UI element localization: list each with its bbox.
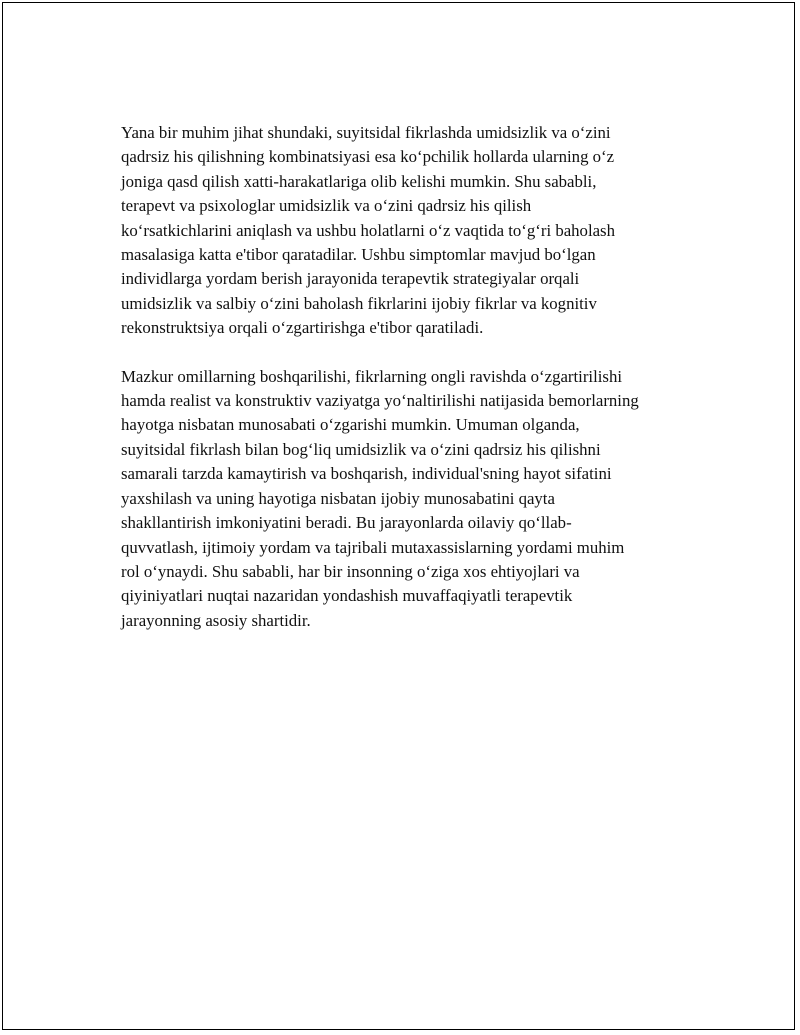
paragraph-line: yaxshilash va uning hayotiga nisbatan ijobiy munosabatini qayta bbox=[121, 488, 555, 508]
document-body bbox=[121, 121, 691, 633]
paragraph-line: joniga qasd qilish xatti-harakatlariga olib kelishi mumkin. Shu sababli, bbox=[121, 171, 597, 191]
paragraph-line: terapevt va psixologlar umidsizlik va o‘zini qadrsiz his qilish bbox=[121, 196, 532, 216]
paragraph-line: rekonstruktsiya orqali o‘zgartirishga e'tibor qaratiladi. bbox=[121, 318, 484, 338]
paragraph-2 bbox=[121, 365, 691, 633]
paragraph-line: hamda realist va konstruktiv vaziyatga yo‘naltirilishi natijasida bemorlarning bbox=[121, 391, 639, 411]
paragraph-line: rol o‘ynaydi. Shu sababli, har bir insonning o‘ziga xos ehtiyojlari va bbox=[121, 561, 580, 581]
paragraph-1 bbox=[121, 121, 691, 341]
paragraph-line: Mazkur omillarning boshqarilishi, fikrlarning ongli ravishda o‘zgartirilishi bbox=[121, 366, 623, 386]
document-page bbox=[2, 2, 795, 1030]
paragraph-spacer bbox=[121, 341, 691, 365]
paragraph-line: jarayonning asosiy shartidir. bbox=[121, 610, 311, 630]
paragraph-line: quvvatlash, ijtimoiy yordam va tajribali mutaxassislarning yordami muhim bbox=[121, 537, 625, 557]
paragraph-line: individlarga yordam berish jarayonida terapevtik strategiyalar orqali bbox=[121, 269, 580, 289]
paragraph-line: hayotga nisbatan munosabati o‘zgarishi mumkin. Umuman olganda, bbox=[121, 415, 580, 435]
paragraph-line: masalasiga katta e'tibor qaratadilar. Ushbu simptomlar mavjud bo‘lgan bbox=[121, 245, 596, 265]
paragraph-line: qadrsiz his qilishning kombinatsiyasi esa ko‘pchilik hollarda ularning o‘z bbox=[121, 147, 615, 167]
paragraph-line: suyitsidal fikrlash bilan bog‘liq umidsizlik va o‘zini qadrsiz his qilishni bbox=[121, 439, 601, 459]
paragraph-line: Yana bir muhim jihat shundaki, suyitsidal fikrlashda umidsizlik va o‘zini bbox=[121, 123, 611, 142]
paragraph-line: ko‘rsatkichlarini aniqlash va ushbu holatlarni o‘z vaqtida to‘g‘ri baholash bbox=[121, 220, 615, 240]
paragraph-line: samarali tarzda kamaytirish va boshqarish, individual'sning hayot sifatini bbox=[121, 464, 612, 484]
paragraph-line: umidsizlik va salbiy o‘zini baholash fikrlarini ijobiy fikrlar va kognitiv bbox=[121, 293, 597, 313]
paragraph-line: shakllantirish imkoniyatini beradi. Bu jarayonlarda oilaviy qo‘llab- bbox=[121, 513, 572, 533]
paragraph-line: qiyiniyatlari nuqtai nazaridan yondashish muvaffaqiyatli terapevtik bbox=[121, 586, 573, 606]
